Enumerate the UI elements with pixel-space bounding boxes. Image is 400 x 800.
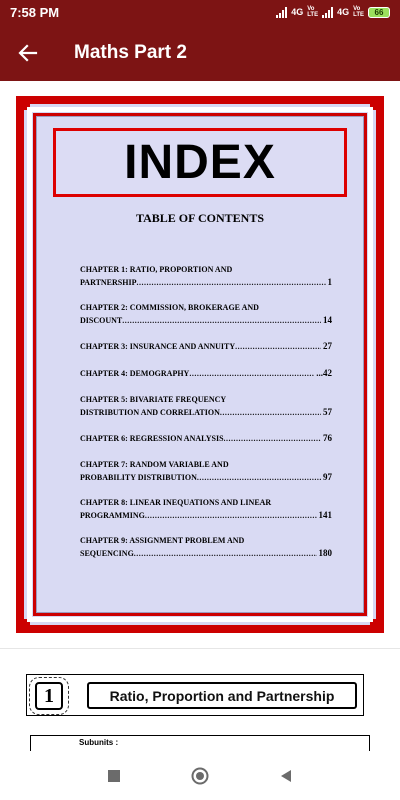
toc-entry (80, 459, 332, 484)
network-type-2: 4G (337, 6, 350, 17)
toc-leader-dots (197, 472, 321, 484)
toc-entry-text: PROGRAMMING (80, 511, 145, 520)
toc-page-number: 57 (323, 407, 332, 417)
toc-entry-text: PARTNERSHIP (80, 278, 137, 287)
toc-leader-dots (220, 407, 321, 419)
chapter-number: 1 (35, 682, 63, 710)
toc-leader-dots (134, 548, 317, 560)
signal-icon (276, 7, 287, 18)
toc-entry (80, 264, 332, 289)
recents-button[interactable] (102, 764, 126, 788)
toc-entry-line (80, 367, 332, 380)
toc-entry (80, 394, 332, 419)
toc-heading: TABLE OF CONTENTS (135, 211, 265, 225)
subunits-box (30, 735, 370, 751)
status-time: 7:58 PM (10, 4, 60, 20)
toc-leader-dots (235, 341, 321, 353)
signal-icon (322, 7, 333, 18)
index-title-box (53, 128, 347, 197)
toc-entry-line (80, 509, 332, 522)
toc-entry-title: CHAPTER 2: COMMISSION, BROKERAGE AND (80, 303, 259, 312)
toc-list (80, 264, 332, 573)
toc-entry-text: SEQUENCING (80, 549, 134, 558)
arrow-left-icon (18, 43, 38, 63)
toc-leader-dots (224, 433, 321, 445)
square-icon (108, 770, 120, 782)
toc-entry-title: CHAPTER 9: ASSIGNMENT PROBLEM AND (80, 536, 245, 545)
network-type-1: 4G (291, 6, 304, 17)
subunits-label: Subunits : (79, 738, 119, 747)
toc-entry-title: CHAPTER 1: RATIO, PROPORTION AND (80, 265, 233, 274)
toc-page-number: 97 (323, 472, 332, 482)
toc-entry (80, 535, 332, 560)
toc-leader-dots (122, 315, 321, 327)
chapter-page (0, 648, 400, 751)
toc-entry-text: CHAPTER 6: REGRESSION ANALYSIS (80, 434, 224, 443)
home-button[interactable] (188, 764, 212, 788)
index-page (16, 96, 384, 633)
battery-icon: 66 (368, 7, 390, 18)
toc-entry-title: CHAPTER 7: RANDOM VARIABLE AND (80, 460, 229, 469)
chapter-title: Ratio, Proportion and Partnership (87, 682, 357, 709)
system-nav-bar (0, 751, 400, 800)
toc-entry-line (80, 276, 332, 289)
toc-entry-line (80, 406, 332, 419)
page-title: Maths Part 2 (74, 41, 187, 63)
toc-leader-dots (145, 510, 317, 522)
index-title: INDEX (124, 136, 276, 189)
toc-entry (80, 432, 332, 445)
toc-page-number: 141 (318, 510, 332, 520)
app-bar (0, 24, 400, 81)
toc-page-number: 180 (318, 548, 332, 558)
volte-indicator-1: Vo LTE (307, 6, 319, 18)
toc-page-number: 1 (327, 277, 332, 287)
volte-indicator-2: Vo LTE (353, 6, 364, 18)
toc-page-number: 27 (323, 341, 332, 351)
toc-page-number: 76 (323, 433, 332, 443)
back-button[interactable] (0, 24, 56, 81)
toc-leader-dots (189, 368, 314, 380)
toc-entry-text: PROBABILITY DISTRIBUTION (80, 473, 197, 482)
triangle-back-icon (279, 769, 293, 783)
toc-entry-text: CHAPTER 3: INSURANCE AND ANNUITY (80, 342, 236, 351)
toc-entry (80, 302, 332, 327)
status-bar (0, 0, 400, 24)
toc-entry-line (80, 547, 332, 560)
toc-entry-text: DISCOUNT (80, 316, 123, 325)
toc-leader-dots (136, 277, 325, 289)
toc-entry-line (80, 314, 332, 327)
nav-back-button[interactable] (274, 764, 298, 788)
toc-entry-title: CHAPTER 5: BIVARIATE FREQUENCY (80, 395, 227, 404)
toc-entry-line (80, 340, 332, 353)
toc-entry-text: DISTRIBUTION AND CORRELATION (80, 408, 220, 417)
toc-entry-title: CHAPTER 8: LINEAR INEQUATIONS AND LINEAR (80, 498, 272, 507)
toc-page-number: ...42 (316, 368, 332, 378)
toc-entry (80, 367, 332, 380)
chapter-header (26, 674, 364, 716)
toc-entry-line (80, 471, 332, 484)
toc-page-number: 14 (323, 315, 332, 325)
status-icons (276, 6, 390, 18)
circle-icon (191, 767, 209, 785)
toc-entry-text: CHAPTER 4: DEMOGRAPHY (80, 369, 190, 378)
toc-entry (80, 497, 332, 522)
pdf-viewer[interactable] (0, 81, 400, 751)
toc-entry-line (80, 432, 332, 445)
toc-entry (80, 340, 332, 353)
